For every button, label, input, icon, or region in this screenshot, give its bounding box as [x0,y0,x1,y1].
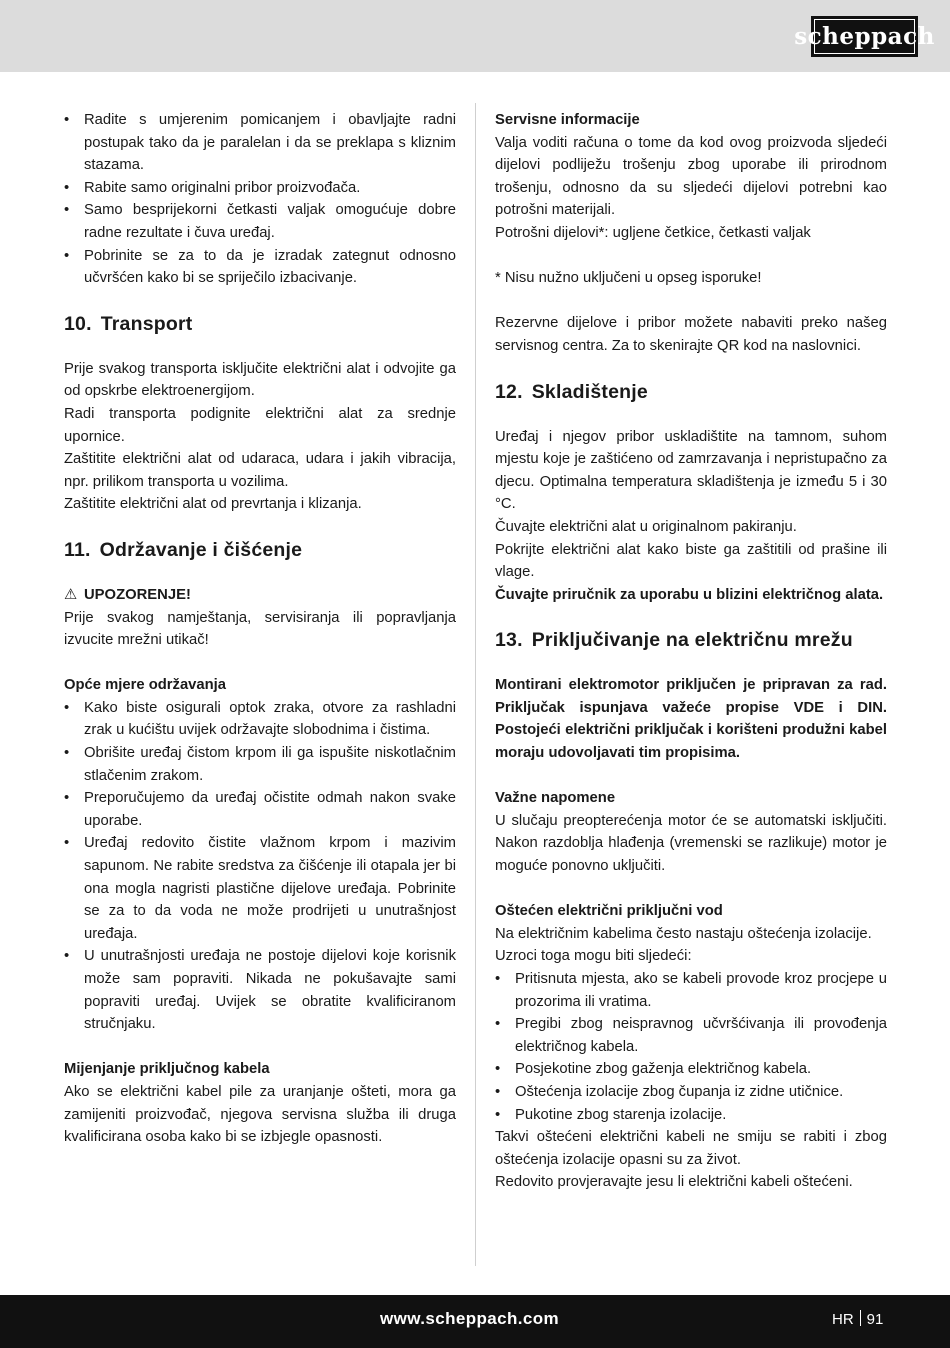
section-heading-mains-connection [495,628,887,652]
paragraph: Uređaj i njegov pribor uskladištite na tamnom, suhom mjestu koje je zaštićeno od zamrzavanja i nepristupačno za djecu. Optimalna temperatura skladištenja je između 5 i 30 °C. [495,428,887,513]
paragraph: Zaštitite električni alat od udaraca, udara i jakih vibracija, npr. prilikom transporta u vozilima. [64,451,456,490]
page-number: 91 [866,1311,884,1328]
warning-text: Prije svakog namještanja, servisiranja ili popravljanja izvucite mrežni utikač! [64,609,456,649]
footer-band [0,1295,950,1348]
list-item: • Pukotine zbog starenja izolacije. [495,1104,887,1127]
paragraph-bold: Montirani elektromotor priključen je pripravan za rad. Priključak ispunjava važeće propise VDE i DIN. Postojeći električni priključak i korišteni produžni kabel moraju udovoljavati tim propisima. [495,677,887,762]
damage-causes-list [495,968,887,1126]
paragraph: Čuvajte električni alat u originalnom pakiranju. [495,518,797,535]
intro-bullet-list [64,109,456,290]
paragraph: Takvi oštećeni električni kabeli ne smiju se rabiti i zbog oštećenja izolacije opasni su za život. [495,1129,887,1168]
maintenance-bullet-list [64,697,456,1036]
subheading-important-notes: Važne napomene [495,790,616,807]
page-indicator [832,1310,883,1328]
section-title: Priključivanje na električnu mrežu [531,629,853,652]
paragraph: Valja voditi računa o tome da kod ovog proizvoda sljedeći dijelovi podliježu trošenju zbog uporabe ili prirodnom trošenju, odnosno da su sljedeći dijelovi potrebni kao potrošni materijali. [495,134,887,219]
paragraph: Prije svakog transporta isključite električni alat i odvojite ga od opskrbe elektroenergijom. [64,360,456,400]
list-item: • Oštećenja izolacije zbog čupanja iz zidne utičnice. [495,1081,887,1104]
paragraph: * Nisu nužno uključeni u opseg isporuke! [495,270,762,287]
section-heading-maintenance [64,538,456,562]
right-column [495,109,887,1194]
section-heading-storage [495,380,887,404]
warning-label: UPOZORENJE! [84,586,191,603]
footer-url: www.scheppach.com [380,1309,560,1328]
paragraph: Pokrijte električni alat kako biste ga zaštitili od prašine ili vlage. [495,541,887,581]
paragraph: Potrošni dijelovi*: ugljene četkice, četkasti valjak [495,224,811,241]
paragraph: U slučaju preopterećenja motor će se automatski isključiti. Nakon razdoblja hlađenja (vremenski se razlikuje) motor je moguće ponovno uključiti. [495,812,887,875]
paragraph: Redovito provjeravajte jesu li električni kabeli oštećeni. [495,1174,853,1191]
list-item: • U unutrašnjosti uređaja ne postoje dijelovi koje korisnik može sam popraviti. Nikada ne pokušavajte sami popraviti uređaj. Uvijek se obratite kvalificiranom stručnjaku. [64,945,456,1035]
section-number: 13. [495,629,523,652]
list-item: • Preporučujemo da uređaj očistite odmah nakon svake uporabe. [64,787,456,832]
list-item: • Uređaj redovito čistite vlažnom krpom i mazivim sapunom. Ne rabite sredstva za čišćenje ili otapala jer bi ona mogla nagristi plastične dijelove uređaja. Pobrinite se za to da voda ne može prodrijeti u unutrašnjost uređaja. [64,832,456,945]
paragraph: Ako se električni kabel pile za uranjanje ošteti, mora ga zamijeniti proizvođač, njegova servisna služba ili druga kvalificirana osoba kako bi se izbjegle opasnosti. [64,1083,456,1146]
list-item: • Rabite samo originalni pribor proizvođača. [64,177,456,200]
subheading-damaged-cable: Oštećen električni priključni vod [495,903,723,920]
paragraph: Radi transporta podignite električni alat za srednje upornice. [64,405,456,445]
list-item: • Radite s umjerenim pomicanjem i obavljajte radni postupak tako da je paralelan i da se preklapa s kliznim stazama. [64,109,456,177]
paragraph: Uzroci toga mogu biti sljedeći: [495,948,692,965]
list-item: • Kako biste osigurali optok zraka, otvore za rashladni zrak u kućištu uvijek održavajte slobodnima i čistima. [64,697,456,742]
paragraph: Rezervne dijelove i pribor možete nabaviti preko našeg servisnog centra. Za to skenirajte QR kod na naslovnici. [495,315,887,354]
logo-text: scheppach [794,23,935,50]
language-code: HR [832,1311,854,1328]
list-item: • Posjekotine zbog gaženja električnog kabela. [495,1058,887,1081]
paragraph-bold: Čuvajte priručnik za uporabu u blizini električnog alata. [495,586,884,603]
column-divider [475,103,476,1266]
section-number: 12. [495,380,523,403]
list-item: • Pritisnuta mjesta, ako se kabeli provode kroz procjepe u prozorima ili vratima. [495,968,887,1013]
paragraph: Na električnim kabelima često nastaju oštećenja izolacije. [495,925,872,942]
subheading-service-info: Servisne informacije [495,112,640,128]
list-item: • Pregibi zbog neispravnog učvršćivanja ili provođenja električnog kabela. [495,1013,887,1058]
section-title: Skladištenje [531,380,648,403]
left-column [64,109,456,1149]
section-heading-transport [64,312,456,336]
section-number: 10. [64,312,92,335]
subheading-cable-replacement: Mijenjanje priključnog kabela [64,1061,270,1078]
subheading-general-maintenance: Opće mjere održavanja [64,677,227,694]
section-title: Održavanje i čišćenje [99,538,303,561]
list-item: • Samo besprijekorni četkasti valjak omogućuje dobre radne rezultate i čuva uređaj. [64,199,456,244]
warning-triangle-icon: ⚠ [64,586,78,603]
section-title: Transport [100,312,193,335]
list-item: • Obrišite uređaj čistom krpom ili ga ispušite niskotlačnim stlačenim zrakom. [64,742,456,787]
page-separator [860,1310,861,1326]
warning-label-line [64,584,456,607]
section-number: 11. [64,538,91,561]
list-item: • Pobrinite se za to da je izradak zategnut odnosno učvršćen kako bi se spriječilo izbacivanje. [64,245,456,290]
brand-logo [794,16,935,57]
paragraph: Zaštitite električni alat od prevrtanja i klizanja. [64,496,362,513]
